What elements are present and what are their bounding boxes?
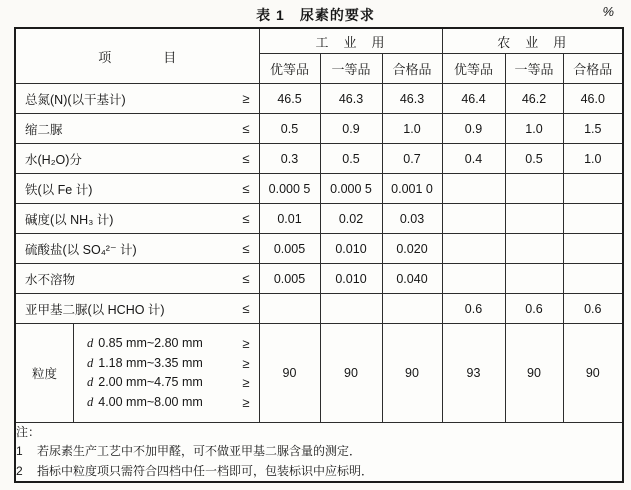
range-value: 0.85 mm~2.80 mm — [98, 335, 203, 350]
urea-requirements-table — [14, 27, 624, 483]
notes-section — [15, 423, 623, 483]
value-cell: 46.0 — [563, 84, 623, 114]
particle-range — [87, 395, 250, 410]
value-cell: 1.0 — [505, 114, 563, 144]
gte-symbol: ≥ — [242, 375, 250, 391]
value-cell: 0.4 — [442, 144, 505, 174]
range-value: 1.18 mm~3.35 mm — [98, 355, 203, 370]
value-cell: 0.5 — [505, 144, 563, 174]
value-cell: 0.9 — [320, 114, 382, 144]
value-cell: 0.6 — [505, 294, 563, 324]
column-header-agricultural-premium: 优等品 — [442, 54, 505, 84]
particle-range — [87, 356, 250, 371]
value-cell: 0.005 — [259, 234, 320, 264]
row-item-label: 总氮(N)(以干基计) — [25, 92, 126, 107]
lte-symbol: ≤ — [242, 271, 250, 286]
value-cell — [505, 234, 563, 264]
value-cell: 46.3 — [320, 84, 382, 114]
value-cell: 0.010 — [320, 264, 382, 294]
table-row-biuret — [15, 114, 623, 144]
table-row-iron — [15, 174, 623, 204]
value-cell: 46.4 — [442, 84, 505, 114]
value-cell: 90 — [505, 324, 563, 423]
value-cell — [563, 204, 623, 234]
notes-label: 注： — [16, 425, 41, 439]
value-cell: 1.0 — [382, 114, 442, 144]
value-cell: 0.020 — [382, 234, 442, 264]
particle-range — [87, 375, 250, 390]
row-item-label: 铁(以 Fe 计) — [25, 182, 93, 197]
column-group-agricultural: 农 业 用 — [442, 28, 623, 54]
header-row-groups — [15, 28, 623, 54]
value-cell: 0.005 — [259, 264, 320, 294]
value-cell — [563, 234, 623, 264]
unit-label: % — [602, 4, 614, 19]
value-cell: 90 — [259, 324, 320, 423]
value-cell: 0.040 — [382, 264, 442, 294]
range-value: 2.00 mm~4.75 mm — [98, 375, 203, 390]
value-cell: 0.02 — [320, 204, 382, 234]
range-value: 4.00 mm~8.00 mm — [98, 395, 203, 410]
note-text: 若尿素生产工艺中不加甲醛，可不做亚甲基二脲含量的测定． — [37, 444, 362, 459]
lte-symbol: ≤ — [242, 181, 250, 196]
note-item — [16, 462, 622, 481]
diameter-symbol: d — [87, 395, 94, 410]
value-cell: 1.5 — [563, 114, 623, 144]
row-item-label: 硫酸盐(以 SO₄²⁻ 计) — [25, 242, 137, 257]
table-row-sulfate — [15, 234, 623, 264]
value-cell — [442, 264, 505, 294]
particle-size-label: 粒度 — [16, 324, 74, 422]
value-cell — [442, 234, 505, 264]
value-cell: 90 — [320, 324, 382, 423]
value-cell: 0.6 — [442, 294, 505, 324]
value-cell: 0.9 — [442, 114, 505, 144]
value-cell — [563, 174, 623, 204]
value-cell — [505, 264, 563, 294]
value-cell: 0.03 — [382, 204, 442, 234]
column-group-industrial: 工 业 用 — [259, 28, 442, 54]
column-header-item: 项 目 — [15, 28, 259, 84]
value-cell — [259, 294, 320, 324]
value-cell: 0.01 — [259, 204, 320, 234]
value-cell — [505, 204, 563, 234]
value-cell — [563, 264, 623, 294]
value-cell — [442, 204, 505, 234]
note-item — [16, 442, 622, 461]
value-cell — [505, 174, 563, 204]
diameter-symbol: d — [87, 335, 94, 350]
value-cell: 90 — [563, 324, 623, 423]
title-bar — [0, 0, 631, 27]
lte-symbol: ≤ — [242, 301, 250, 316]
gte-symbol: ≥ — [242, 355, 250, 371]
value-cell — [382, 294, 442, 324]
value-cell: 0.6 — [563, 294, 623, 324]
lte-symbol: ≤ — [242, 211, 250, 226]
value-cell: 0.5 — [259, 114, 320, 144]
table-row-methylene-diurea — [15, 294, 623, 324]
lte-symbol: ≤ — [242, 121, 250, 136]
row-item-label: 亚甲基二脲(以 HCHO 计) — [25, 302, 165, 317]
row-item-label: 水(H₂O)分 — [25, 152, 82, 167]
value-cell: 0.000 5 — [320, 174, 382, 204]
value-cell: 46.2 — [505, 84, 563, 114]
value-cell: 0.010 — [320, 234, 382, 264]
value-cell — [320, 294, 382, 324]
table-row-alkalinity — [15, 204, 623, 234]
value-cell: 0.001 0 — [382, 174, 442, 204]
lte-symbol: ≤ — [242, 241, 250, 256]
gte-symbol: ≥ — [242, 335, 250, 351]
row-item-label: 碱度(以 NH₃ 计) — [25, 212, 114, 227]
gte-symbol: ≥ — [242, 395, 250, 411]
gte-symbol: ≥ — [242, 91, 250, 106]
value-cell: 93 — [442, 324, 505, 423]
note-number: 2 — [16, 463, 23, 478]
particle-range — [87, 336, 250, 351]
diameter-symbol: d — [87, 375, 94, 390]
diameter-symbol: d — [87, 355, 94, 370]
table-row-water-insoluble — [15, 264, 623, 294]
row-item-label: 水不溶物 — [25, 272, 76, 287]
column-header-agricultural-qualified: 合格品 — [563, 54, 623, 84]
column-header-industrial-qualified: 合格品 — [382, 54, 442, 84]
value-cell: 1.0 — [563, 144, 623, 174]
table-title: 表 1 尿素的要求 — [256, 7, 375, 23]
value-cell: 0.3 — [259, 144, 320, 174]
notes-row — [15, 423, 623, 483]
value-cell: 0.000 5 — [259, 174, 320, 204]
value-cell: 46.5 — [259, 84, 320, 114]
note-text: 指标中粒度项只需符合四档中任一档即可，包装标识中应标明． — [37, 463, 374, 478]
note-number: 1 — [16, 444, 23, 459]
row-item-label: 缩二脲 — [25, 122, 63, 137]
column-header-industrial-premium: 优等品 — [259, 54, 320, 84]
column-header-agricultural-first: 一等品 — [505, 54, 563, 84]
table-row-water — [15, 144, 623, 174]
value-cell: 0.7 — [382, 144, 442, 174]
value-cell — [442, 174, 505, 204]
column-header-industrial-first: 一等品 — [320, 54, 382, 84]
particle-size-ranges — [74, 324, 259, 422]
value-cell: 46.3 — [382, 84, 442, 114]
value-cell: 90 — [382, 324, 442, 423]
lte-symbol: ≤ — [242, 151, 250, 166]
table-row-total-nitrogen — [15, 84, 623, 114]
value-cell: 0.5 — [320, 144, 382, 174]
table-row-particle-size — [15, 324, 623, 423]
